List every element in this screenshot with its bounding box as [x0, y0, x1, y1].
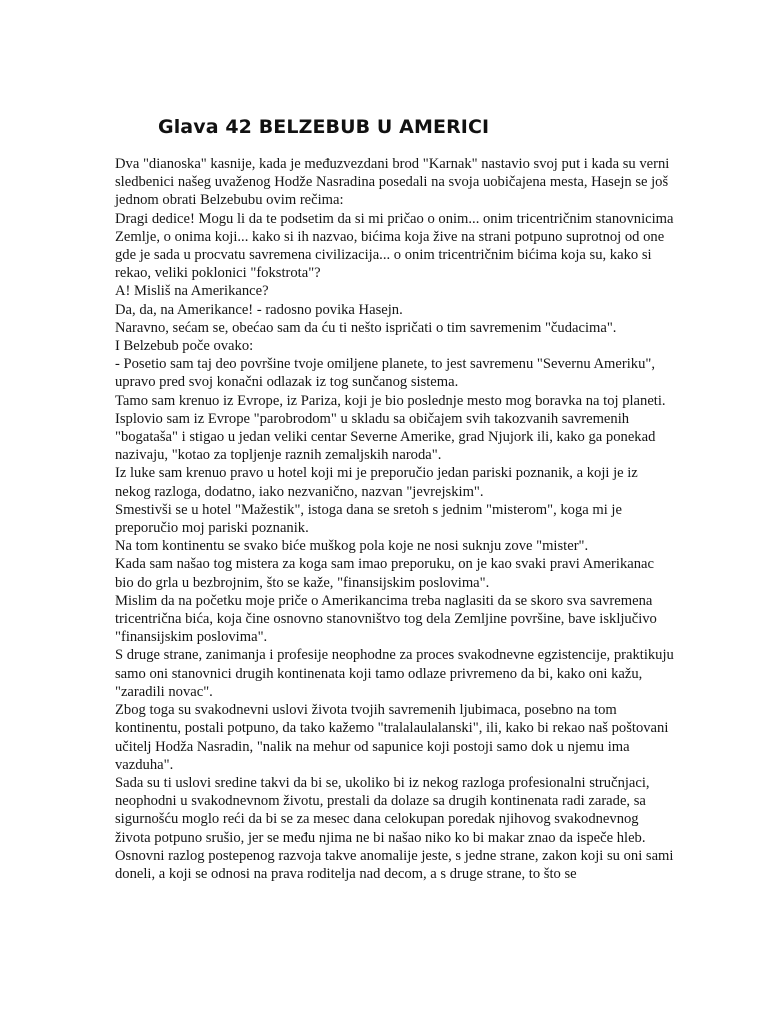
chapter-body	[115, 155, 675, 883]
paragraph: - Posetio sam taj deo površine tvoje omiljene planete, to jest savremenu "Severnu Ameriku", upravo pred svoj konačni odlazak iz tog sunčanog sistema.	[115, 356, 656, 391]
paragraph: Kada sam našao tog mistera za koga sam imao preporuku, on je kao svaki pravi Amerikanac bio do grla u bezbrojnim, što se kaže, "finansijskim poslovima".	[115, 556, 654, 591]
paragraph: I Belzebub poče ovako:	[115, 338, 254, 355]
paragraph: Mislim da na početku moje priče o Amerikancima treba naglasiti da se skoro sva savremena tricentrična bića, koja čine osnovno stanovništvo tog dela Zemljine površine, bave isključivo "finansijskim poslovima".	[115, 592, 657, 646]
paragraph: Isplovio sam iz Evrope "parobrodom" u skladu sa običajem svih takozvanih savremenih "bogataša" i stigao u jedan veliki centar Severne Amerike, grad Njujork ili, kako ga ponekad nazivaju, "kotao za topljenje raznih zemaljskih naroda".	[115, 410, 656, 464]
paragraph: Sada su ti uslovi sredine takvi da bi se, ukoliko bi iz nekog razloga profesionalni stručnjaci, neophodni u svakodnevnom životu, prestali da dolaze sa drugih kontinenata radi zarade, sa sigurnošću moglo reći da bi se za mesec dana celokupan poredak njihovog svakodnevnog života potpuno srušio, jer se među njima ne bi našao niko ko bi makar znao da ispeče hleb.	[115, 774, 650, 846]
paragraph: Smestivši se u hotel "Mažestik", istoga dana se sretoh s jednim "misterom", koga mi je preporučio moj pariski poznanik.	[115, 501, 622, 537]
paragraph: S druge strane, zanimanja i profesije neophodne za proces svakodnevne egzistencije, praktikuju samo oni stanovnici drugih kontinenata koji tamo odlaze privremeno da bi, kako oni kažu, "zaradili novac".	[115, 647, 674, 700]
paragraph: A! Misliš na Amerikance?	[115, 283, 269, 300]
paragraph: Dragi dedice! Mogu li da te podsetim da si mi pričao o onim... onim tricentričnim stanovnicima Zemlje, o onima koji... kako si ih nazvao, bićima koja žive na strani potpuno suprotnoj od one gde je sada u procvatu savremena civilizacija... o onim tricentričnim bićima koja su, kako si rekao, veliki poklonici "fokstrota"?	[115, 210, 674, 282]
paragraph: Tamo sam krenuo iz Evrope, iz Pariza, koji je bio poslednje mesto mog boravka na toj planeti.	[115, 392, 666, 409]
paragraph: Dva "dianoska" kasnije, kada je međuzvezdani brod "Karnak" nastavio svoj put i kada su verni sledbenici našeg uvaženog Hodže Nasradina posedali na svoja uobičajena mesta, Hasejn se još jednom obrati Belzebubu ovim rečima:	[115, 156, 670, 209]
paragraph: Osnovni razlog postepenog razvoja takve anomalije jeste, s jedne strane, zakon koji su oni sami doneli, a koji se odnosi na prava roditelja nad decom, a s druge strane, to što se	[115, 847, 674, 882]
paragraph: Na tom kontinentu se svako biće muškog pola koje ne nosi suknju zove "mister".	[115, 538, 589, 555]
chapter-title: Glava 42 BELZEBUB U AMERICI	[158, 116, 490, 138]
paragraph: Zbog toga su svakodnevni uslovi života tvojih savremenih ljubimaca, posebno na tom kontinentu, postali potpuno, da tako kažemo "tralalaulalanski", ili, kako bi rekao naš poštovani učitelj Hodža Nasradin, "nalik na mehur od sapunice koji postoji samo dok u njemu ima vazduha".	[115, 702, 669, 773]
paragraph: Naravno, sećam se, obećao sam da ću ti nešto ispričati o tim savremenim "čudacima".	[115, 319, 617, 336]
paragraph: Da, da, na Amerikance! - radosno povika Hasejn.	[115, 301, 403, 318]
paragraph: Iz luke sam krenuo pravo u hotel koji mi je preporučio jedan pariski poznanik, a koji je iz nekog razloga, dodatno, iako nezvanično, nazvan "jevrejskim".	[115, 465, 638, 500]
